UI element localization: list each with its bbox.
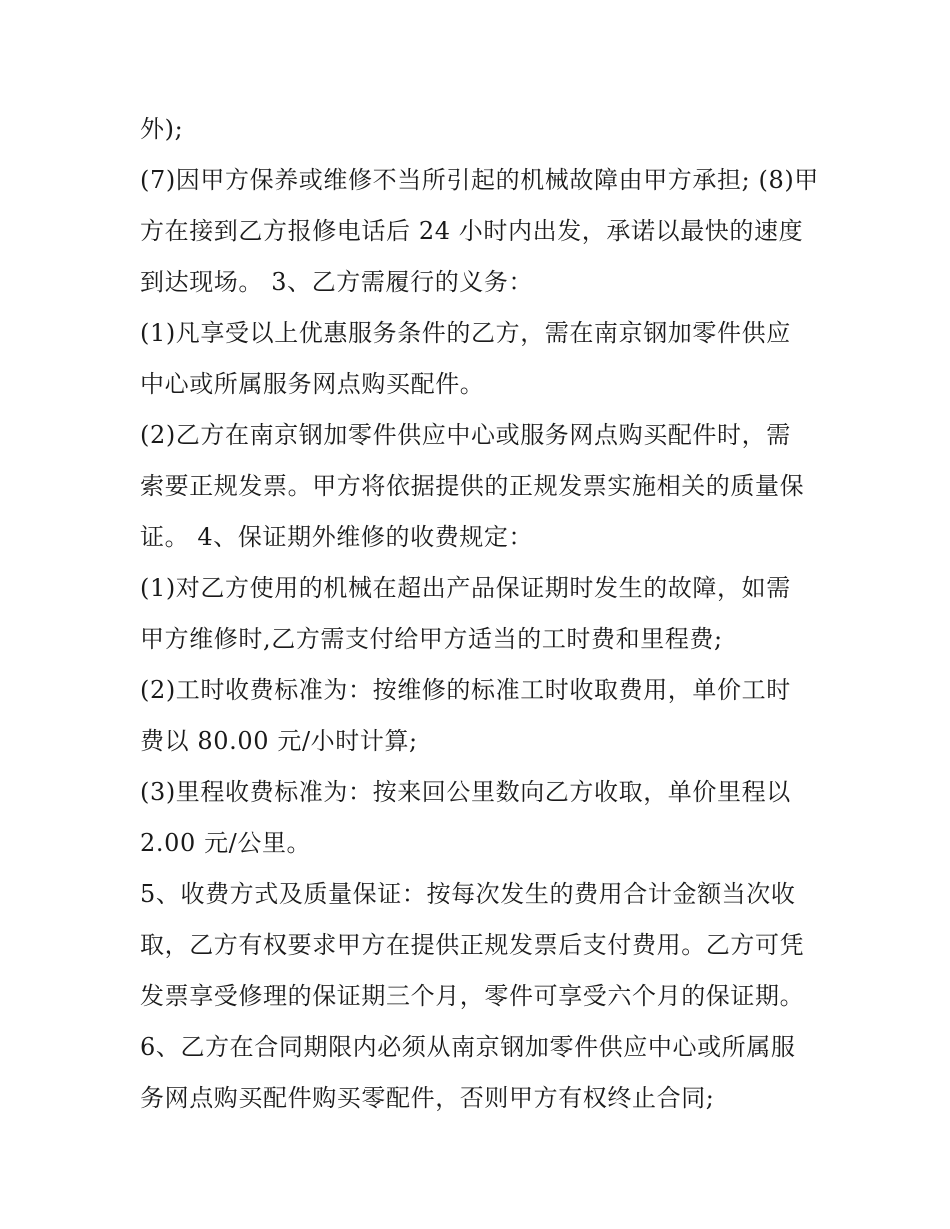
text-line: (2)工时收费标准为：按维修的标准工时收取费用，单价工时 <box>140 676 791 704</box>
text-line: 甲方维修时,乙方需支付给甲方适当的工时费和里程费; <box>140 625 723 653</box>
text-line: 外); <box>140 115 184 143</box>
text-line: (2)乙方在南京钢加零件供应中心或服务网点购买配件时，需 <box>140 421 791 449</box>
text-line: 证。 4、保证期外维修的收费规定： <box>140 523 534 551</box>
text-line: 6、乙方在合同期限内必须从南京钢加零件供应中心或所属服 <box>140 1033 796 1061</box>
text-line: 务网点购买配件购买零配件，否则甲方有权终止合同; <box>140 1084 715 1112</box>
document-body <box>140 104 820 1124</box>
text-line: 取，乙方有权要求甲方在提供正规发票后支付费用。乙方可凭 <box>140 931 805 959</box>
text-line: 2.00 元/公里。 <box>140 829 312 857</box>
text-line: 方在接到乙方报修电话后 24 小时内出发，承诺以最快的速度 <box>140 217 804 245</box>
text-line: 中心或所属服务网点购买配件。 <box>140 370 485 398</box>
text-line: (7)因甲方保养或维修不当所引起的机械故障由甲方承担; (8)甲 <box>140 166 819 194</box>
text-line: 5、收费方式及质量保证：按每次发生的费用合计金额当次收 <box>140 880 796 908</box>
text-line: 到达现场。 3、乙方需履行的义务： <box>140 268 534 296</box>
text-line: (1)凡享受以上优惠服务条件的乙方，需在南京钢加零件供应 <box>140 319 791 347</box>
text-line: 费以 80.00 元/小时计算; <box>140 727 418 755</box>
text-line: (3)里程收费标准为：按来回公里数向乙方收取，单价里程以 <box>140 778 791 806</box>
text-line: 索要正规发票。甲方将依据提供的正规发票实施相关的质量保 <box>140 472 805 500</box>
text-line: 发票享受修理的保证期三个月，零件可享受六个月的保证期。 <box>140 982 805 1010</box>
text-line: (1)对乙方使用的机械在超出产品保证期时发生的故障，如需 <box>140 574 791 602</box>
